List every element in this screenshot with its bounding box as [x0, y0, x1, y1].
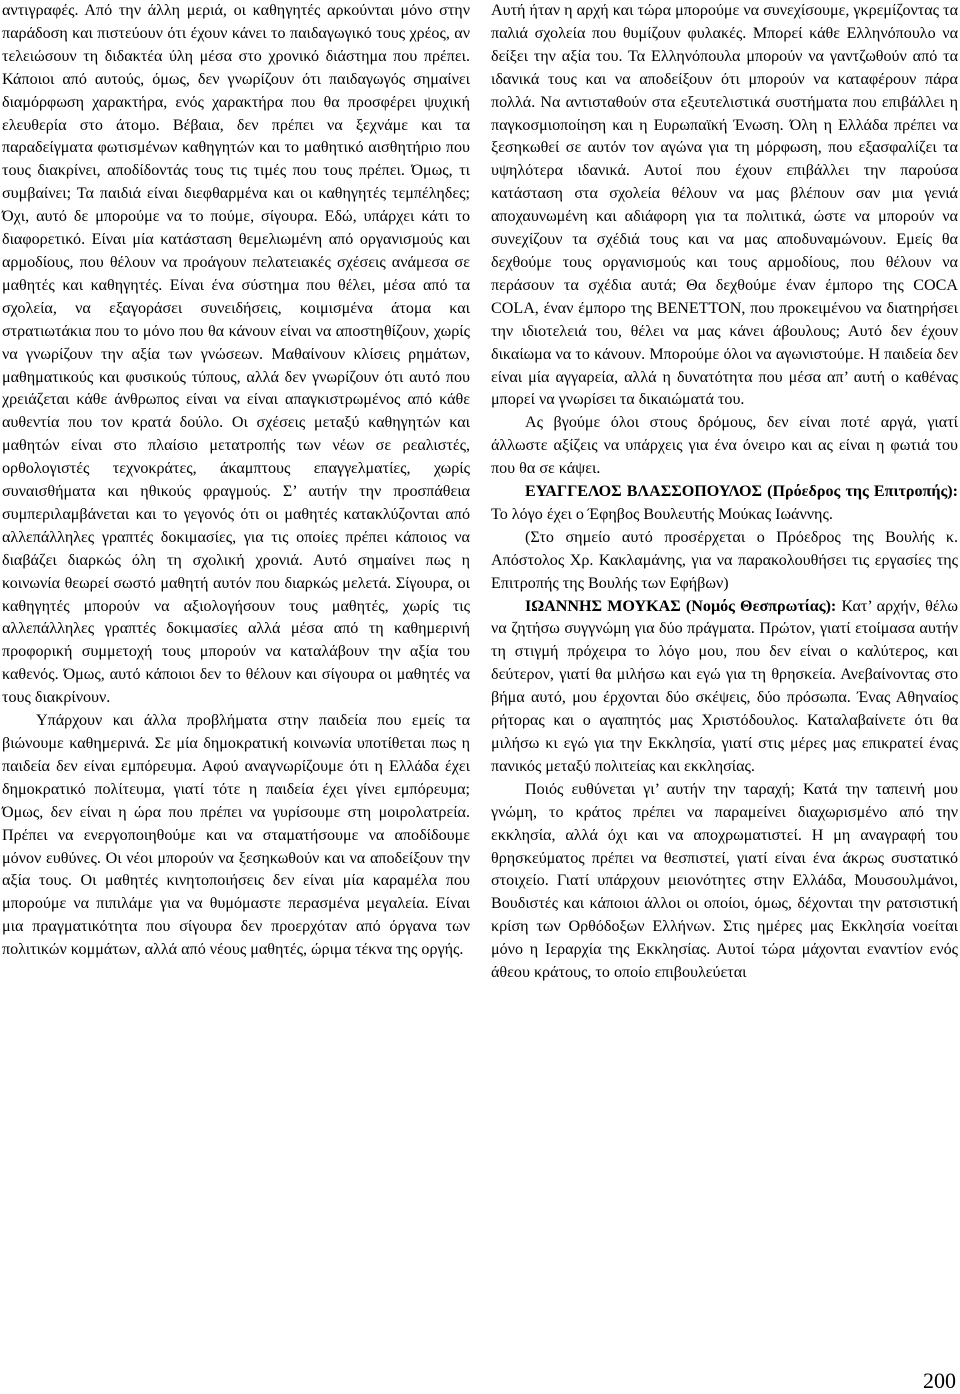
speaker-paragraph: [491, 481, 958, 527]
paragraph: Αυτή ήταν η αρχή και τώρα μπορούμε να συνεχίσουμε, γκρεμίζοντας τα παλιά σχολεία που θυμίζουν φυλακές. Μπορεί κάθε Ελληνόπουλο να δείξει την αξία του. Τα Ελληνόπουλα μπορούν να γαντζωθούν από τα ιδανικά τους και να αποδείξουν ότι μπορούν να καταφέρουν πάρα πολλά. Να αντισταθούν στα εξευτελιστικά συστήματα που επιβάλλει η παγκοσμιοποίηση και η Ευρωπαϊκή Ένωση. Όλη η Ελλάδα πρέπει να ξεσηκωθεί σε αυτόν τον αγώνα για τη μόρφωση, που εξασφαλίζει τα υψηλότερα ιδανικά. Αυτοί που έχουν επιβάλλει την παρούσα κατάσταση στα σχολεία θέλουν να μας βλέπουν σαν μια γενιά αποχαυνωμένη και αδιάφορη για τα πολιτικά, ώστε να μπορούν να συνεχίζουν τα σχέδιά τους και να μας αποδυναμώνουν. Εμείς θα δεχθούμε τους οργανισμούς και τους αρμοδίους, που θέλουν να περάσουν τα σχέδια αυτά; Θα δεχθούμε έναν έμπορο της COCA COLA, έναν έμπορο της BENETTON, που προκειμένου να διατηρήσει την ιδιοτελειά του, θέλει να μας κάνει άβουλους; Αυτό δεν έχουν δικαίωμα να το κάνουν. Μπορούμε όλοι να αγωνιστούμε. Η παιδεία δεν είναι μία αγγαρεία, αλλά η δυνατότητα που μέσα απ’ αυτή ο καθένας μπορεί να γνωρίσει τα δικαιώματά του.: [491, 2, 958, 409]
speech-text: Το λόγο έχει ο Έφηβος Βουλευτής Μούκας Ιωάννης.: [491, 505, 833, 523]
paragraph: Ας βγούμε όλοι στους δρόμους, δεν είναι ποτέ αργά, γιατί άλλωστε αξίζεις να υπάρχεις για ένα όνειρο και ας είναι η φωτιά του που θα σε κάψει.: [491, 414, 958, 478]
speaker-name: ΕΥΑΓΓΕΛΟΣ ΒΛΑΣΣΟΠΟΥΛΟΣ (Πρόεδρος της Επιτροπής):: [525, 483, 958, 501]
paragraph: Ποιός ευθύνεται γι’ αυτήν την ταραχή; Κατά την ταπεινή μου γνώμη, το κράτος πρέπει να παραμείνει διαχωρισμένο από την εκκλησία, αλλά όχι και να αποχρωματιστεί. Η μη αναγραφή του θρησκεύματος πρέπει να θεσπιστεί, γιατί είναι ένα άκρως συστατικό στοιχείο. Γιατί υπάρχουν μειονότητες στην Ελλάδα, Μουσουλμάνοι, Βουδιστές και κάποιοι άλλοι οι οποίοι, όμως, δέχονται την ρατσιστική κρίση των Ορθόδοξων Ελλήνων. Στις ημέρες μας Εκκλησία νοείται μόνο η Ιεραρχία της Εκκλησίας. Αυτοί τώρα μάχονται εναντίον ενός άθεου κράτους, το οποίο επιβουλεύεται: [491, 780, 958, 982]
speech-text: Κατ’ αρχήν, θέλω να ζητήσω συγγνώμη για δύο πράγματα. Πρώτον, γιατί ετοίμασα αυτήν τη στιγμή πρόχειρα το λόγο μου, που δεν είναι ο καλύτερος, και δεύτερον, γιατί θα μιλήσω και εγώ για τη θρησκεία. Ανεβαίνοντας στο βήμα αυτό, μου έρχονται δύο σκέψεις, δύο πρόσωπα. Ένας Αθηναίος ρήτορας και ο αγαπητός μας Χριστόδουλος. Καταλαβαίνετε ότι θα μιλήσω κι εγώ για την Εκκλησία, γιατί στις μέρες μας επικρατεί ένας πανικός μεταξύ πολιτείας και εκκλησίας.: [491, 597, 958, 775]
paragraph: (Στο σημείο αυτό προσέρχεται ο Πρόεδρος της Βουλής κ. Απόστολος Χρ. Κακλαμάνης, για να παρακολουθήσει τις εργασίες της Επιτροπής της Βουλής των Εφήβων): [491, 528, 958, 592]
page-number: 200: [923, 1368, 956, 1393]
right-column: [491, 0, 958, 985]
paragraph: αντιγραφές. Από την άλλη μεριά, οι καθηγητές αρκούνται μόνο στην παράδοση και πιστεύουν ότι έχουν κάνει το παιδαγωγικό τους χρέος, αν τελειώσουν τη διδακτέα ύλη μέσα στο χρονικό διάστημα που πρέπει. Κάποιοι από αυτούς, όμως, δεν γνωρίζουν ότι παιδαγωγός σημαίνει διαμόρφωση χαρακτήρα, ενός χαρακτήρα που θα προσφέρει ψυχική ελευθερία στο άτομο. Βέβαια, δεν πρέπει να ξεχνάμε και τα παραδείγματα φωτισμένων καθηγητών και το μαθητικό αισθητήριο που τους διακρίνει, αποδίδοντάς τους τις τιμές που τους πρέπει. Όμως, τι συμβαίνει; Τα παιδιά είναι διεφθαρμένα και οι καθηγητές τεμπέληδες; Όχι, αυτό δε μπορούμε να το πούμε, σίγουρα. Εδώ, υπάρχει κάτι το διαφορετικό. Είναι μία κατάσταση θεμελιωμένη από οργανισμούς και αρμοδίους, που θέλουν να προάγουν πελατειακές σχέσεις ανάμεσα σε μαθητές και καθηγητές. Είναι ένα σύστημα που θέλει, μέσα από τα σχολεία, να εξαγοράσει συνειδήσεις, κοιμισμένα άτομα και στρατιωτάκια που το μόνο που θα κάνουν είναι να αποστηθίζουν, χωρίς να γνωρίζουν την αξία των γνώσεων. Μαθαίνουν κλίσεις ρημάτων, μαθηματικούς και φυσικούς τύπους, αλλά δεν γνωρίζουν ότι αυτό που χρειάζεται κάθε άνθρωπος είναι να είναι απαγκιστρωμένος από κάθε αυθεντία που τον κρατά δούλο. Οι σχέσεις μεταξύ καθηγητών και μαθητών είναι στο πλαίσιο μετατροπής των νέων σε ρεαλιστές, ορθολογιστές τεχνοκράτες, άκαμπτους επαγγελματίες, χωρίς συναισθήματα και ηθικούς φραγμούς. Σ’ αυτήν την προσπάθεια συμπεριλαμβάνεται και το γεγονός ότι οι μαθητές κατακλύζονται από αλλεπάλληλες γραπτές δοκιμασίες, για τις οποίες πρέπει κάποιος να διαβάζει διαρκώς όλη τη σχολική χρονιά. Αυτό σημαίνει πως η κοινωνία θεωρεί σωστό μαθητή αυτόν που διαρκώς μελετά. Σίγουρα, οι καθηγητές μπορούν να αξιολογήσουν τους μαθητές, χωρίς τις αλλεπάλληλες γραπτές δοκιμασίες αλλά μέσα από τη καθημερινή προφορική συμμετοχή τους μπορούν να καταλάβουν την αξία του καθενός. Όμως, αυτό κάποιοι δεν το θέλουν και σίγουρα οι μαθητές να τους διακρίνουν.: [2, 2, 470, 707]
left-column: [2, 0, 470, 962]
speaker-name: ΙΩΑΝΝΗΣ ΜΟΥΚΑΣ (Νομός Θεσπρωτίας):: [525, 597, 837, 615]
paragraph: Υπάρχουν και άλλα προβλήματα στην παιδεία που εμείς τα βιώνουμε καθημερινά. Σε μία δημοκρατική κοινωνία υποτίθεται πως η παιδεία δεν είναι εμπόρευμα. Αφού αναγνωρίζουμε ότι η Ελλάδα έχει δημοκρατικό πολίτευμα, γιατί τότε η παιδεία έχει γίνει εμπόρευμα; Όμως, δεν είναι η ώρα που πρέπει να γυρίσουμε στη μοιρολατρεία. Πρέπει να ενεργοποιηθούμε και να σταματήσουμε να αποδίδουμε μόνον ευθύνες. Οι νέοι μπορούν να ξεσηκωθούν και να αποδείξουν την αξία τους. Οι μαθητές κινητοποιήσεις δεν είναι μία καραμέλα που μπορούμε να πιπιλάμε για να θυμόμαστε περασμένα μεγαλεία. Είναι μια πραγματικότητα που σίγουρα δεν προερχόταν από όργανα των πολιτικών κομμάτων, αλλά από νέους μαθητές, ώριμα τέκνα της οργής.: [2, 712, 470, 959]
speaker-paragraph: [491, 596, 958, 779]
